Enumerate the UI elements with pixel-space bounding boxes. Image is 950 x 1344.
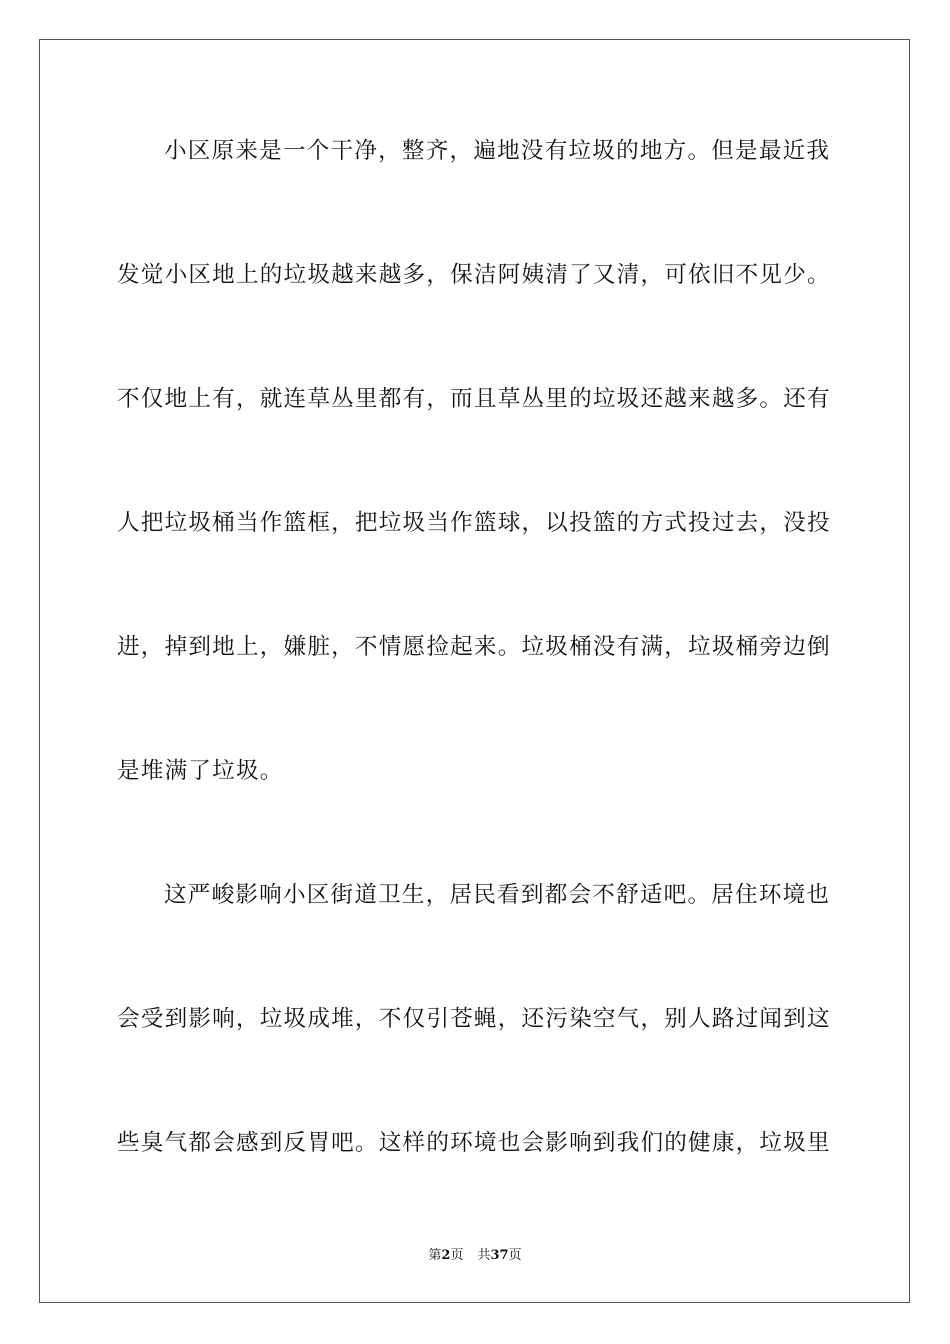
page-border	[39, 39, 910, 1303]
paragraph-1-line-2: 发觉小区地上的垃圾越来越多，保洁阿姨清了又清，可依旧不见少。	[117, 262, 831, 288]
page-suffix: 页	[450, 1248, 464, 1263]
page-footer	[0, 1247, 950, 1265]
paragraph-2-line-2: 会受到影响，垃圾成堆，不仅引苍蝇，还污染空气，别人路过闻到这	[117, 1006, 831, 1032]
paragraph-2-line-3: 些臭气都会感到反胃吧。这样的环境也会影响到我们的健康，垃圾里	[117, 1130, 831, 1156]
paragraph-1-line-3: 不仅地上有，就连草丛里都有，而且草丛里的垃圾还越来越多。还有	[117, 386, 831, 412]
total-prefix: 共	[477, 1248, 491, 1263]
total-suffix: 页	[508, 1248, 522, 1263]
paragraph-1-line-6: 是堆满了垃圾。	[117, 758, 284, 784]
paragraph-1-line-1: 小区原来是一个干净，整齐，遍地没有垃圾的地方。但是最近我	[164, 138, 831, 164]
paragraph-2-line-1: 这严峻影响小区街道卫生，居民看到都会不舒适吧。居住环境也	[164, 882, 831, 908]
paragraph-1-line-5: 进，掉到地上，嫌脏，不情愿捡起来。垃圾桶没有满，垃圾桶旁边倒	[117, 634, 831, 660]
total-pages: 37	[490, 1248, 509, 1263]
page-number: 2	[441, 1248, 451, 1263]
paragraph-1-line-4: 人把垃圾桶当作篮框，把垃圾当作篮球，以投篮的方式投过去，没投	[117, 510, 831, 536]
page-prefix: 第	[428, 1248, 442, 1263]
